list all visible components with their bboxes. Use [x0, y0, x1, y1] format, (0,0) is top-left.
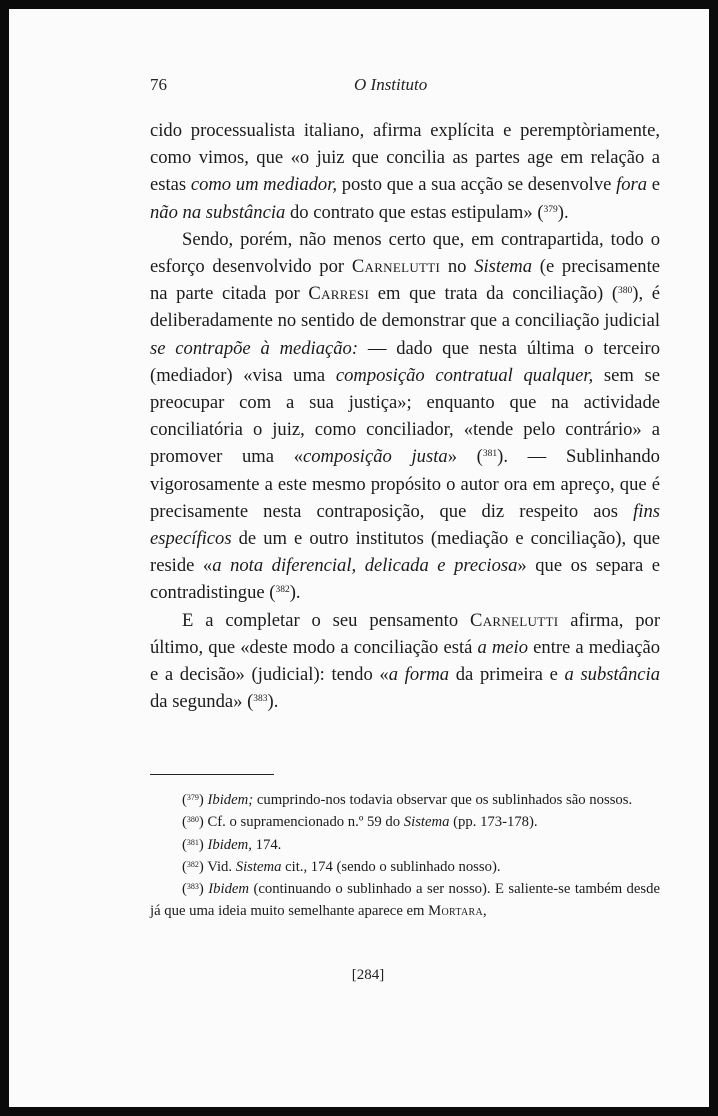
text: cit., 174 (sendo o sublinhado nosso).	[281, 858, 501, 875]
emphasis: a nota diferencial, delicada e preciosa	[212, 555, 518, 577]
footnote-number: 382	[186, 859, 199, 869]
text: (continuando o sublinhado a ser nosso). E saliente-se também desde já que uma ideia muito semelhante aparece em	[150, 881, 661, 920]
text: de um e outro institutos (mediação e conciliação), que reside «	[150, 528, 660, 577]
emphasis: composição justa	[303, 446, 448, 468]
footnote-ref-379[interactable]: 379	[543, 204, 558, 215]
paren: (	[182, 814, 187, 831]
paren: (	[182, 858, 187, 875]
folio: [284]	[351, 967, 385, 983]
text: ), é deliberadamente no sentido de demonstrar que a conciliação judicial	[150, 283, 660, 332]
emphasis: fins específicos	[150, 500, 660, 550]
author-name: Carnelutti	[470, 609, 559, 631]
paren: )	[198, 881, 204, 898]
text: ).	[557, 201, 569, 223]
text: afirma, por último, que «deste modo a conciliação está	[150, 609, 661, 658]
footnote-ref-383[interactable]: 383	[253, 694, 268, 705]
author-name: Carnelutti	[351, 256, 441, 278]
text: ).	[267, 691, 279, 713]
text: Vid.	[207, 858, 236, 875]
footnote-number: 380	[186, 815, 199, 825]
footnote-number: 379	[186, 793, 199, 802]
paragraph-2	[150, 226, 660, 607]
emphasis: composição contratual qualquer,	[335, 364, 594, 386]
footnote-ref-381[interactable]: 381	[482, 449, 498, 460]
footnotes	[150, 789, 660, 923]
text: ).	[289, 582, 301, 604]
text: — dado que nesta última o terceiro (mediador) «visa uma	[150, 337, 660, 386]
footnote-379	[150, 789, 660, 811]
emphasis: fora	[616, 174, 648, 196]
author-name: Carresi	[308, 283, 370, 305]
text: cumprindo-nos todavia observar que os sublinhados são nossos.	[253, 792, 633, 808]
text: sem se preocupar com a sua justiça»; enquanto que na actividade conciliatória o juiz, como conciliador, «tende pelo contrário» a promover uma «	[150, 364, 660, 468]
paren: (	[182, 881, 187, 898]
text: E a completar o seu pensamento	[182, 609, 470, 631]
text: (pp. 173-178).	[449, 814, 538, 831]
footnote-ref-382[interactable]: 382	[275, 585, 290, 596]
emphasis: Ibidem	[208, 881, 250, 898]
text: 174.	[251, 836, 282, 853]
footnote-number: 381	[186, 837, 199, 847]
emphasis: não na substância	[150, 201, 286, 223]
emphasis: a meio	[477, 636, 529, 658]
emphasis: Sistema	[474, 256, 533, 278]
text: do contrato que estas estipulam» (	[285, 201, 544, 223]
footnote-381	[150, 834, 660, 856]
footnote-number: 383	[186, 882, 199, 892]
footnote-380	[150, 811, 660, 833]
text: e	[647, 174, 661, 196]
footnote-ref-380[interactable]: 380	[618, 286, 633, 297]
text: (e precisamente na parte citada por	[150, 256, 660, 305]
paren: )	[198, 792, 204, 808]
paragraph-3	[150, 607, 660, 716]
emphasis: se contrapõe à mediação:	[150, 337, 359, 359]
paren: (	[182, 792, 187, 808]
paragraph-1	[150, 117, 660, 226]
body-text	[150, 117, 660, 715]
running-title: O Instituto	[354, 75, 428, 94]
author-name: Mortara	[428, 903, 483, 920]
running-header	[150, 75, 660, 97]
footnote-382	[150, 856, 660, 878]
emphasis: Sistema	[235, 858, 282, 875]
text: cido processualista italiano, afirma explícita e peremptòriamente, como vimos, que «o juiz que concilia as partes age em relação a estas	[150, 120, 660, 196]
text: posto que a sua acção se desenvolve	[337, 174, 617, 196]
text: em que trata da conciliação) (	[369, 283, 619, 305]
text: ). — Sublinhando vigorosamente a este mesmo propósito o autor ora em apreço, que é precisamente nesta contraposição, que diz respeito aos	[150, 446, 660, 522]
page-number: 76	[150, 75, 167, 94]
text: Sendo, porém, não menos certo que, em contrapartida, todo o esforço desenvolvido por	[150, 228, 660, 278]
footnote-383	[150, 878, 660, 923]
emphasis: como um mediador,	[190, 174, 338, 196]
text: Cf. o supramencionado n.º 59 do	[207, 814, 404, 831]
emphasis: Ibidem,	[207, 836, 252, 853]
emphasis: a forma	[388, 664, 450, 686]
paren: (	[182, 836, 187, 853]
emphasis: Ibidem;	[207, 792, 254, 808]
text: da primeira e	[449, 664, 565, 686]
text: » que os separa e contradistingue (	[150, 555, 660, 604]
paren: )	[198, 836, 204, 853]
footnote-divider	[150, 774, 274, 775]
emphasis: Sistema	[403, 814, 450, 831]
text: ,	[483, 903, 487, 920]
paren: )	[198, 814, 204, 831]
text: entre a mediação e a decisão» (judicial): tendo «	[150, 636, 660, 686]
text: » (	[447, 446, 483, 468]
paren: )	[198, 858, 204, 875]
emphasis: a substância	[564, 664, 660, 686]
text: da segunda» (	[150, 691, 254, 713]
text: no	[440, 256, 475, 278]
